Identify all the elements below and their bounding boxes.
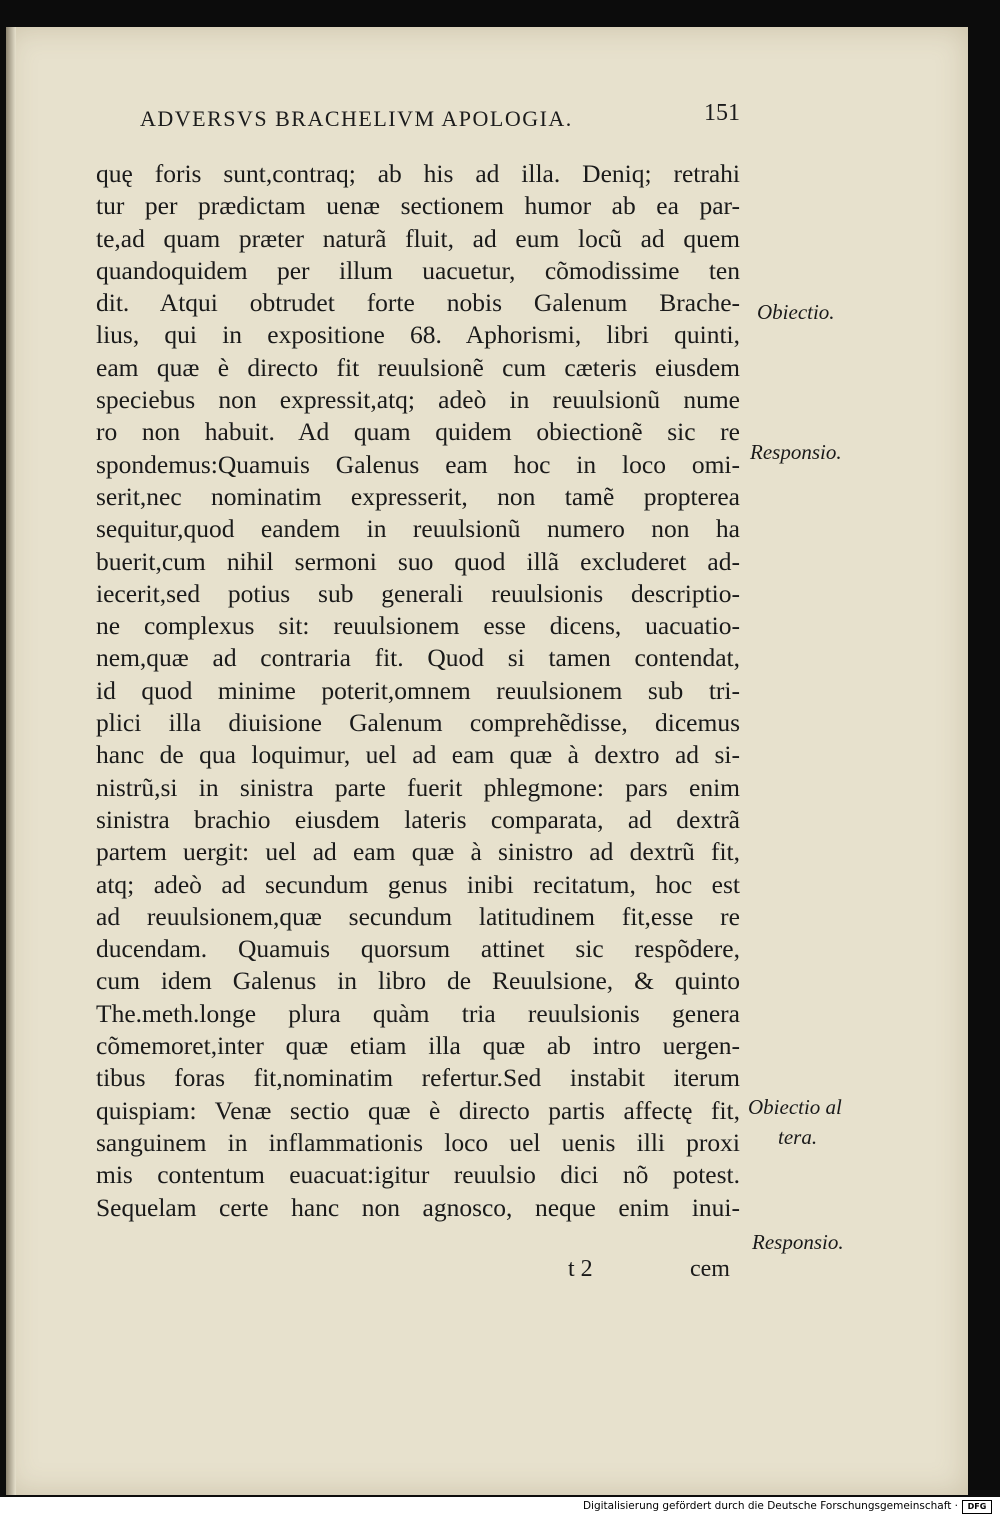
page-header: [140, 100, 740, 140]
text-line: te,ad quam præter naturã fluit, ad eum locũ ad quem: [96, 223, 740, 253]
text-line: serit,nec nominatim expresserit, non tamẽ propterea: [96, 481, 740, 511]
text-line: nistrũ,si in sinistra parte fuerit phlegmone: pars enim: [96, 772, 740, 802]
text-line: speciebus non expressit,atq; adeò in reuulsionũ nume: [96, 385, 740, 415]
text-line: sequitur,quod eandem in reuulsionũ numero non ha: [96, 514, 740, 544]
text-line: iecerit,sed potius sub generali reuulsionis descriptio-: [96, 578, 740, 608]
folio-number: 151: [704, 100, 740, 126]
catchword: cem: [690, 1256, 730, 1282]
text-line: ad reuulsionem,quæ secundum latitudinem fit,esse re: [96, 901, 740, 931]
page-gutter: [6, 27, 16, 1495]
text-line: plici illa diuisione Galenum comprehẽdisse, dicemus: [96, 708, 740, 738]
margin-note-objection-other: Obiectio al: [748, 1095, 842, 1119]
text-line: Sequelam certe hanc non agnosco, neque enim inui-: [96, 1192, 740, 1222]
text-line: partem uergit: uel ad eam quæ à sinistro ad dextrũ fit,: [96, 837, 740, 867]
margin-note-objection-other-cont: tera.: [778, 1125, 818, 1149]
text-line: lius, qui in expositione 68. Aphorismi, libri quinti,: [96, 320, 740, 350]
text-line: dit. Atqui obtrudet forte nobis Galenum Brache-: [96, 288, 740, 318]
text-line: ducendam. Quamuis quorsum attinet sic respõdere,: [96, 934, 740, 964]
text-line: cõmemoret,inter quæ etiam illa quæ ab intro uergen-: [96, 1031, 740, 1061]
running-head: ADVERSVS BRACHELIVM APOLOGIA.: [140, 106, 573, 131]
text-line: buerit,cum nihil sermoni suo quod illã excluderet ad-: [96, 546, 740, 576]
signature-mark: t 2: [568, 1256, 593, 1282]
footer-credit: Digitalisierung gefördert durch die Deutsche Forschungsgemeinschaft ·: [582, 1500, 958, 1512]
margin-note-response-2: Responsio.: [752, 1230, 844, 1254]
text-line: id quod minime poterit,omnem reuulsionem sub tri-: [96, 675, 740, 705]
text-line: eam quæ è directo fit reuulsionẽ cum cæteris eiusdem: [96, 352, 740, 382]
dfg-logo: DFG: [962, 1500, 992, 1514]
text-line: tur per prædictam uenæ sectionem humor ab ea par-: [96, 191, 740, 221]
text-line: atq; adeò ad secundum genus inibi recitatum, hoc est: [96, 869, 740, 899]
text-line: sanguinem in inflammationis loco uel uenis illi proxi: [96, 1127, 740, 1157]
body-text: [96, 158, 740, 1224]
text-line: ne complexus sit: reuulsionem esse dicens, uacuatio-: [96, 611, 740, 641]
text-line: ro non habuit. Ad quam quidem obiectionẽ sic re: [96, 417, 740, 447]
text-line: quandoquidem per illum uacuetur, cõmodissime ten: [96, 255, 740, 285]
text-line: quę foris sunt,contraq; ab his ad illa. Deniq; retrahi: [96, 159, 740, 188]
text-line: mis contentum euacuat:igitur reuulsio dici nõ potest.: [96, 1160, 740, 1190]
margin-note-objection: Obiectio.: [757, 300, 835, 324]
margin-note-response: Responsio.: [750, 440, 842, 464]
text-line: sinistra brachio eiusdem lateris comparata, ad dextrã: [96, 804, 740, 834]
text-line: spondemus:Quamuis Galenus eam hoc in loco omi-: [96, 449, 740, 479]
text-line: quispiam: Venæ sectio quæ è directo partis affectę fit,: [96, 1095, 740, 1125]
text-line: tibus foras fit,nominatim refertur.Sed instabit iterum: [96, 1063, 740, 1093]
text-line: hanc de qua loquimur, uel ad eam quæ à dextro ad si-: [96, 740, 740, 770]
text-line: The.meth.longe plura quàm tria reuulsionis genera: [96, 998, 740, 1028]
text-line: cum idem Galenus in libro de Reuulsione, & quinto: [96, 966, 740, 996]
text-line: nem,quæ ad contraria fit. Quod si tamen contendat,: [96, 643, 740, 673]
